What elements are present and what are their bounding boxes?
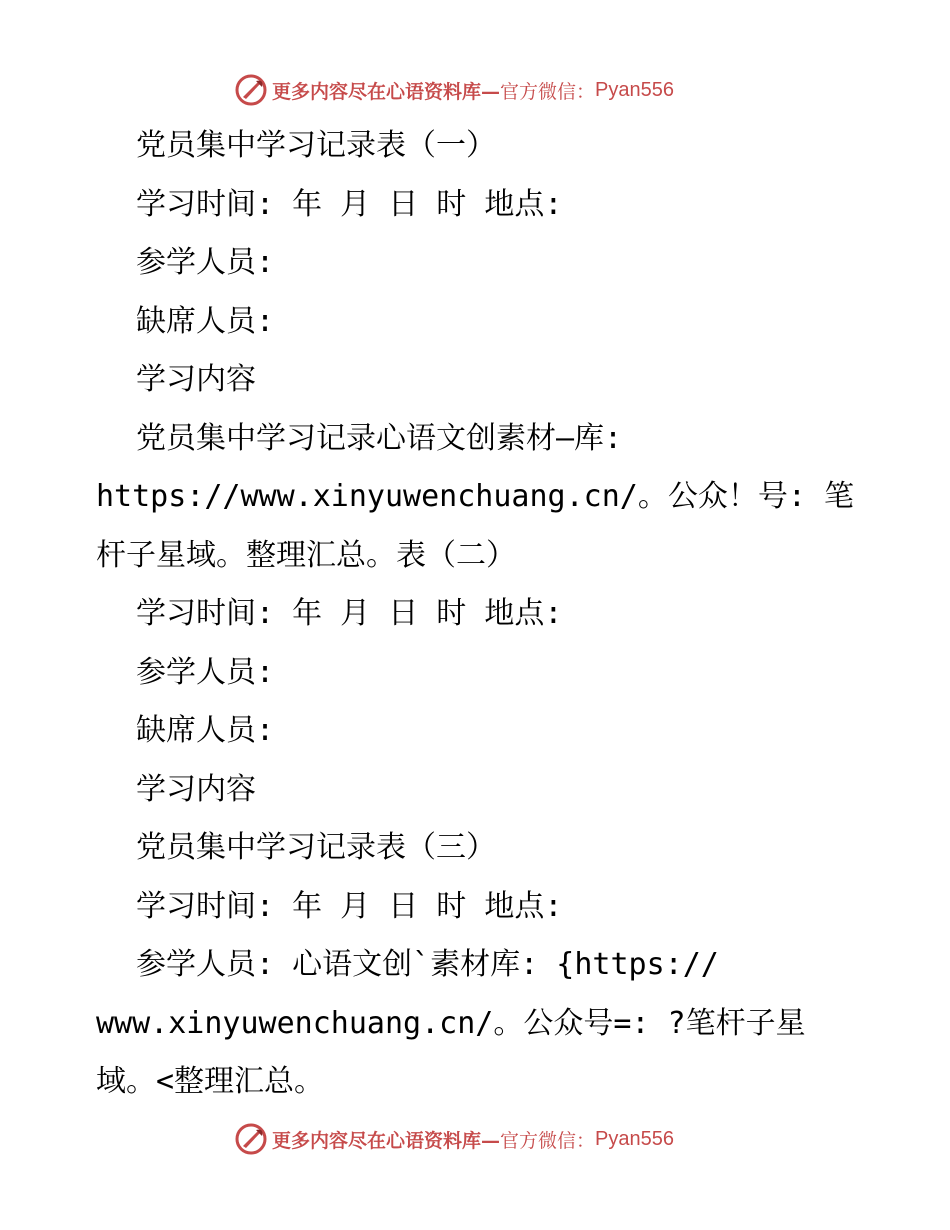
study-time-line: 学习时间: 年 月 日 时 地点:: [136, 888, 563, 924]
document-body: [96, 117, 856, 1112]
quill-logo-icon: [234, 1122, 268, 1156]
quill-logo-icon: [234, 73, 268, 107]
absentees-line: 缺席人员:: [136, 713, 275, 748]
record-title-1: 党员集中学习记录表（一）: [136, 128, 496, 163]
banner-prefix: 更多内容尽在心语资料库—: [272, 80, 501, 103]
study-content-line: 学习内容: [136, 771, 256, 807]
banner-handle: Pyan556: [595, 1127, 674, 1150]
study-time-line: 学习时间: 年 月 日 时 地点:: [136, 596, 563, 631]
record-title-2-end: 杆子星域。整理汇总。表（二）: [96, 537, 516, 573]
attendees-line: 参学人员: 心语文创`素材库: {https://: [136, 947, 719, 982]
record-title-2-part: 党员集中学习记录心语文创素材—库:: [136, 420, 623, 456]
study-content-line: 学习内容: [136, 362, 256, 397]
banner-suffix: 官方微信：: [500, 1129, 596, 1152]
footer-banner: [234, 1121, 674, 1157]
absentees-line: 缺席人员:: [136, 303, 275, 339]
attendees-line: 参学人员:: [136, 654, 275, 690]
url-line: www.xinyuwenchuang.cn/。公众号=: ?笔杆子星: [96, 1005, 806, 1041]
header-banner: [234, 72, 674, 108]
attendees-line: 参学人员:: [136, 245, 275, 280]
banner-prefix: 更多内容尽在心语资料库—: [272, 1129, 501, 1152]
closing-line: 域。<整理汇总。: [96, 1064, 325, 1099]
study-time-line: 学习时间: 年 月 日 时 地点:: [136, 186, 563, 222]
banner-suffix: 官方微信：: [500, 80, 596, 103]
banner-handle: Pyan556: [595, 78, 674, 101]
url-line: https://www.xinyuwenchuang.cn/。公众！号: 笔: [96, 479, 854, 514]
record-title-3: 党员集中学习记录表（三）: [136, 830, 496, 865]
